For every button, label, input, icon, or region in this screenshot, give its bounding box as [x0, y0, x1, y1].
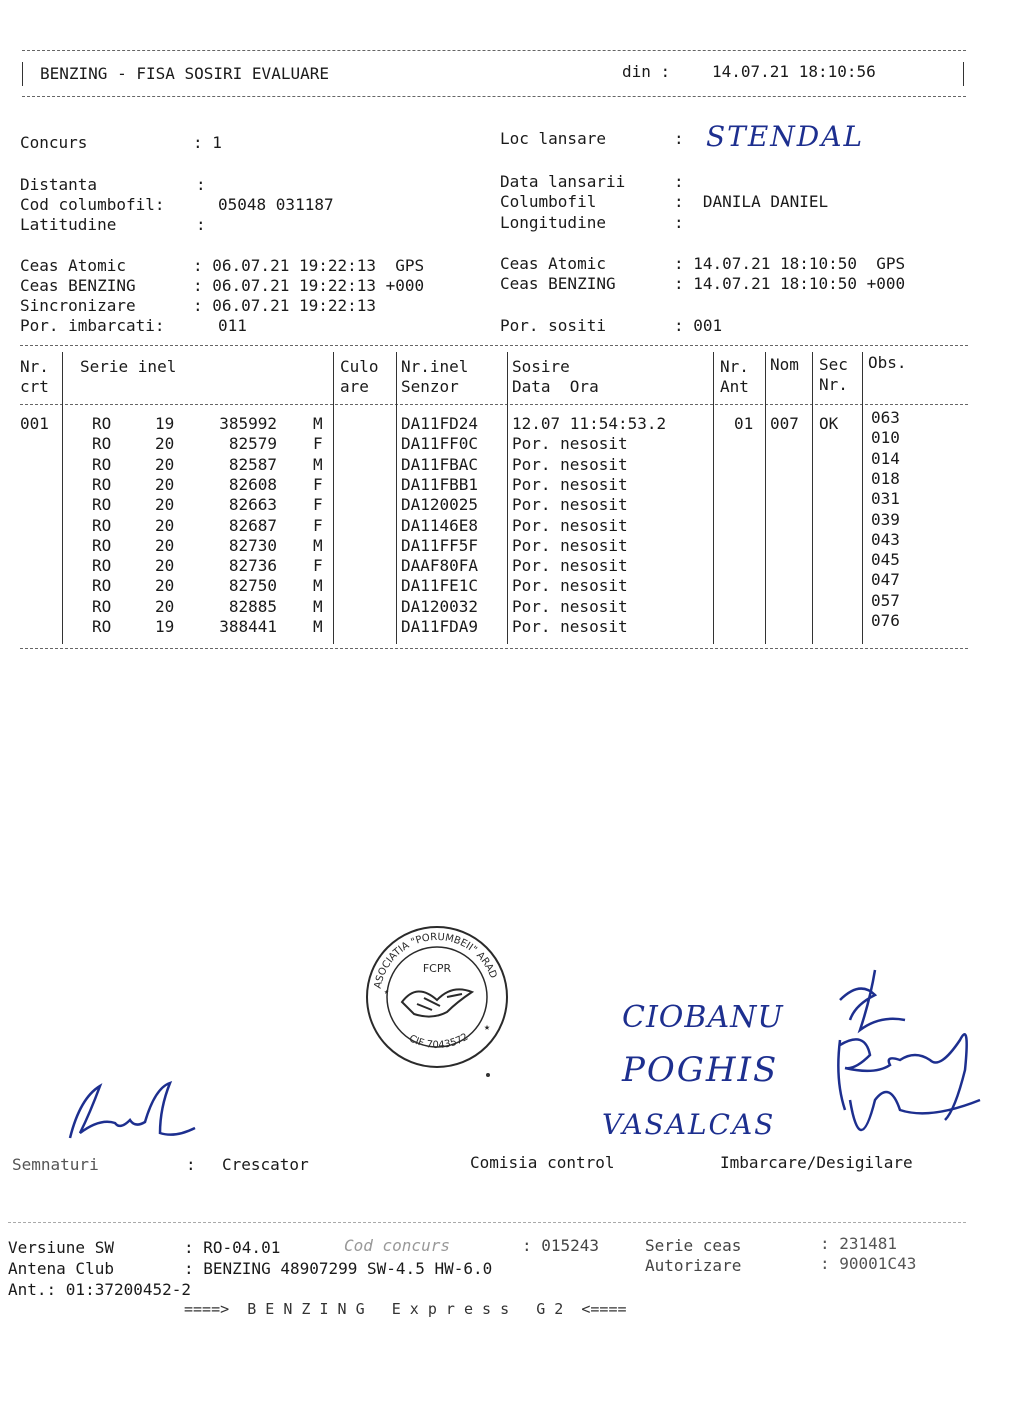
- header-nr-inel: Nr.inel: [401, 357, 469, 376]
- data-lansarii-value: :: [674, 172, 684, 191]
- dove-icon: [402, 989, 472, 1016]
- row-year: 20: [155, 434, 175, 454]
- header-data-ora: Data Ora: [512, 377, 599, 396]
- antena-id: Ant.: 01:37200452-2: [8, 1280, 192, 1299]
- row-obs: 014: [871, 448, 900, 468]
- crescator-label: Crescator: [222, 1155, 309, 1174]
- table-header-border: [20, 404, 968, 405]
- header-bottom-border: [22, 96, 966, 97]
- benzing-brand-line: ====> B E N Z I N G E x p r e s s G 2 <====: [184, 1300, 627, 1318]
- row-year: 20: [155, 495, 175, 515]
- header-nr-ant-2: Ant: [720, 377, 749, 396]
- row-sex: F: [313, 495, 323, 515]
- por-imbarcati-label: Por. imbarcati:: [20, 316, 165, 335]
- committee-signatures: [820, 960, 990, 1160]
- row-year: 20: [155, 515, 175, 535]
- row-sensor: DA120025: [401, 495, 479, 515]
- sincronizare-value: : 06.07.21 19:22:13: [193, 296, 377, 315]
- left-ceas-atomic-value: : 06.07.21 19:22:13 GPS: [193, 256, 425, 275]
- document-title: BENZING - FISA SOSIRI EVALUARE: [40, 64, 329, 83]
- din-value: 14.07.21 18:10:56: [712, 62, 876, 81]
- row-year: 20: [155, 454, 175, 474]
- row-obs: 018: [871, 468, 900, 488]
- left-ceas-benzing-value: : 06.07.21 19:22:13 +000: [193, 276, 425, 295]
- row-ring: 82587: [228, 454, 277, 474]
- row-ring: 385992: [219, 414, 277, 433]
- header-nr-ant-1: Nr.: [720, 357, 749, 376]
- row-sosire: Por. nesosit: [512, 556, 628, 576]
- latitudine-label: Latitudine: [20, 215, 117, 234]
- row-sex: F: [313, 474, 323, 494]
- distanta-value: :: [196, 175, 206, 194]
- row-year: 19: [155, 617, 175, 636]
- header-senzor: Senzor: [401, 377, 459, 396]
- table-row: [0, 509, 1000, 536]
- row-country: RO: [92, 414, 112, 433]
- table-row: [0, 550, 1000, 576]
- row-sex: M: [313, 454, 323, 474]
- header-culoare-1: Culo: [340, 357, 379, 376]
- row-ring: 388441: [219, 617, 277, 636]
- table-row: [0, 590, 1000, 617]
- cod-concurs-value: : 015243: [522, 1236, 600, 1255]
- header-crt: crt: [20, 377, 49, 396]
- row-sex: F: [313, 434, 323, 454]
- header-sec: Sec: [819, 355, 848, 374]
- row-sec: OK: [819, 414, 839, 433]
- row-sosire: Por. nesosit: [512, 434, 628, 454]
- row-country: RO: [92, 617, 112, 636]
- row-year: 19: [155, 414, 175, 433]
- row-sosire: Por. nesosit: [512, 596, 628, 616]
- longitudine-label: Longitudine: [500, 213, 606, 232]
- stamp-top-text: ASOCIATIA "PORUMBEII" ARAD: [372, 931, 499, 990]
- header-serie-inel: Serie inel: [80, 357, 177, 376]
- row-country: RO: [92, 515, 112, 535]
- row-country: RO: [92, 474, 112, 494]
- header-nr: Nr.: [20, 357, 49, 376]
- row-sensor: DA11FDA9: [401, 617, 479, 636]
- columbofil-value: : DANILA DANIEL: [674, 192, 829, 211]
- row-country: RO: [92, 576, 112, 596]
- row-country: RO: [92, 535, 112, 555]
- header-sec-nr: Nr.: [819, 375, 848, 394]
- row-crt: 001: [20, 414, 49, 433]
- loc-lansare-label: Loc lansare: [500, 129, 606, 148]
- columbofil-label: Columbofil: [500, 192, 597, 211]
- loc-lansare-colon: :: [674, 129, 684, 148]
- row-country: RO: [92, 596, 112, 616]
- table-bottom-border: [20, 648, 968, 649]
- row-sensor: DA11FF0C: [401, 434, 479, 454]
- loc-lansare-handwritten: STENDAL: [706, 120, 865, 153]
- table-row: [0, 611, 1000, 637]
- table-row: [0, 448, 1000, 475]
- cod-columbofil-value: 05048 031187: [218, 195, 334, 214]
- por-sositi-label: Por. sositi: [500, 316, 606, 335]
- table-row: [0, 468, 1000, 495]
- row-obs: 045: [871, 550, 900, 570]
- row-sosire: Por. nesosit: [512, 474, 628, 494]
- right-ceas-benzing-value: : 14.07.21 18:10:50 +000: [674, 274, 906, 293]
- versiune-sw-label: Versiune SW: [8, 1238, 114, 1257]
- longitudine-value: :: [674, 213, 684, 232]
- left-ceas-benzing-label: Ceas BENZING: [20, 276, 136, 295]
- concurs-value: : 1: [193, 133, 222, 152]
- table-top-border: [20, 345, 968, 346]
- row-sex: M: [313, 414, 323, 433]
- row-ring: 82730: [228, 535, 277, 555]
- sincronizare-label: Sincronizare: [20, 296, 136, 315]
- table-row: [0, 408, 1000, 434]
- row-ring: 82885: [228, 596, 277, 616]
- row-obs: 057: [871, 590, 900, 610]
- stamp-center-text: FCPR: [422, 962, 452, 975]
- header-top-border: [22, 50, 966, 51]
- row-year: 20: [155, 596, 175, 616]
- concurs-label: Concurs: [20, 133, 88, 152]
- versiune-sw-value: : RO-04.01: [184, 1238, 281, 1257]
- table-row: [0, 570, 1000, 596]
- por-imbarcati-value: 011: [218, 316, 247, 335]
- distanta-label: Distanta: [20, 175, 98, 194]
- committee-name-1: CIOBANU: [622, 1000, 784, 1035]
- latitudine-value: :: [196, 215, 206, 234]
- antena-club-label: Antena Club: [8, 1259, 114, 1278]
- por-sositi-value: : 001: [674, 316, 723, 335]
- left-ceas-atomic-label: Ceas Atomic: [20, 256, 126, 275]
- row-obs: 043: [871, 529, 900, 549]
- row-sex: F: [313, 556, 323, 576]
- din-label: din :: [622, 62, 671, 81]
- row-sensor: DA120032: [401, 596, 479, 616]
- row-year: 20: [155, 474, 175, 494]
- row-sensor: DA11FBB1: [401, 474, 479, 494]
- row-obs: 010: [871, 428, 900, 448]
- row-ant: 01: [734, 414, 754, 433]
- row-country: RO: [92, 454, 112, 474]
- comisia-control-label: Comisia control: [470, 1153, 615, 1172]
- row-sosire: Por. nesosit: [512, 495, 628, 515]
- row-ring: 82579: [228, 434, 277, 454]
- header-culoare-2: are: [340, 377, 369, 396]
- row-sosire: Por. nesosit: [512, 535, 628, 555]
- row-ring: 82736: [228, 556, 277, 576]
- row-nom: 007: [770, 414, 799, 433]
- right-ceas-benzing-label: Ceas BENZING: [500, 274, 616, 293]
- row-sensor: DA11FF5F: [401, 535, 479, 555]
- row-sosire: Por. nesosit: [512, 576, 628, 596]
- table-row: [0, 489, 1000, 515]
- header-obs: Obs.: [868, 353, 907, 372]
- table-row: [0, 529, 1000, 556]
- table-row: [0, 428, 1000, 454]
- row-obs: 063: [871, 408, 900, 427]
- semnaturi-label: Semnaturi: [12, 1155, 99, 1174]
- serie-ceas-value: : 231481: [820, 1234, 898, 1253]
- row-sex: M: [313, 535, 323, 555]
- right-ceas-atomic-label: Ceas Atomic: [500, 254, 606, 273]
- row-ring: 82608: [228, 474, 277, 494]
- stamp-bottom-text: CIF 7043572: [407, 1031, 471, 1052]
- star-icon: ★: [484, 1022, 491, 1033]
- row-sosire: Por. nesosit: [512, 454, 628, 474]
- row-year: 20: [155, 556, 175, 576]
- row-country: RO: [92, 434, 112, 454]
- committee-name-3: VASALCAS: [602, 1108, 776, 1141]
- row-sex: M: [313, 596, 323, 616]
- star-icon: ★: [384, 987, 389, 996]
- row-year: 20: [155, 535, 175, 555]
- row-sosire: 12.07 11:54:53.2: [512, 414, 667, 433]
- row-sex: M: [313, 617, 323, 636]
- header-left-border: [22, 62, 23, 86]
- row-sensor: DA11FBAC: [401, 454, 479, 474]
- row-sex: M: [313, 576, 323, 596]
- row-obs: 039: [871, 509, 900, 529]
- row-sensor: DAAF80FA: [401, 556, 479, 576]
- header-sosire: Sosire: [512, 357, 570, 376]
- row-obs: 047: [871, 570, 900, 590]
- row-sex: F: [313, 515, 323, 535]
- row-sosire: Por. nesosit: [512, 617, 628, 636]
- autorizare-value: : 90001C43: [820, 1254, 917, 1273]
- ink-dot: [486, 1073, 490, 1077]
- row-country: RO: [92, 556, 112, 576]
- row-ring: 82687: [228, 515, 277, 535]
- row-sosire: Por. nesosit: [512, 515, 628, 535]
- row-ring: 82663: [228, 495, 277, 515]
- committee-name-2: POGHIS: [622, 1050, 779, 1090]
- row-ring: 82750: [228, 576, 277, 596]
- antena-club-value: : BENZING 48907299 SW-4.5 HW-6.0: [184, 1259, 493, 1278]
- cod-concurs-label: Cod concurs: [344, 1236, 450, 1255]
- footer-border: [8, 1222, 966, 1223]
- header-nom: Nom: [770, 355, 799, 374]
- row-country: RO: [92, 495, 112, 515]
- row-sensor: DA1146E8: [401, 515, 479, 535]
- club-stamp: [362, 922, 512, 1072]
- imbarcare-desigilare-label: Imbarcare/Desigilare: [720, 1153, 913, 1172]
- semnaturi-colon: :: [186, 1155, 196, 1174]
- row-sensor: DA11FE1C: [401, 576, 479, 596]
- data-lansarii-label: Data lansarii: [500, 172, 626, 191]
- header-right-border: [963, 62, 964, 86]
- autorizare-label: Autorizare: [645, 1256, 742, 1275]
- row-sensor: DA11FD24: [401, 414, 479, 433]
- serie-ceas-label: Serie ceas: [645, 1236, 742, 1255]
- row-obs: 031: [871, 489, 900, 509]
- right-ceas-atomic-value: : 14.07.21 18:10:50 GPS: [674, 254, 906, 273]
- cod-columbofil-label: Cod columbofil:: [20, 195, 165, 214]
- row-obs: 076: [871, 611, 900, 630]
- crescator-signature: [60, 1078, 210, 1148]
- row-year: 20: [155, 576, 175, 596]
